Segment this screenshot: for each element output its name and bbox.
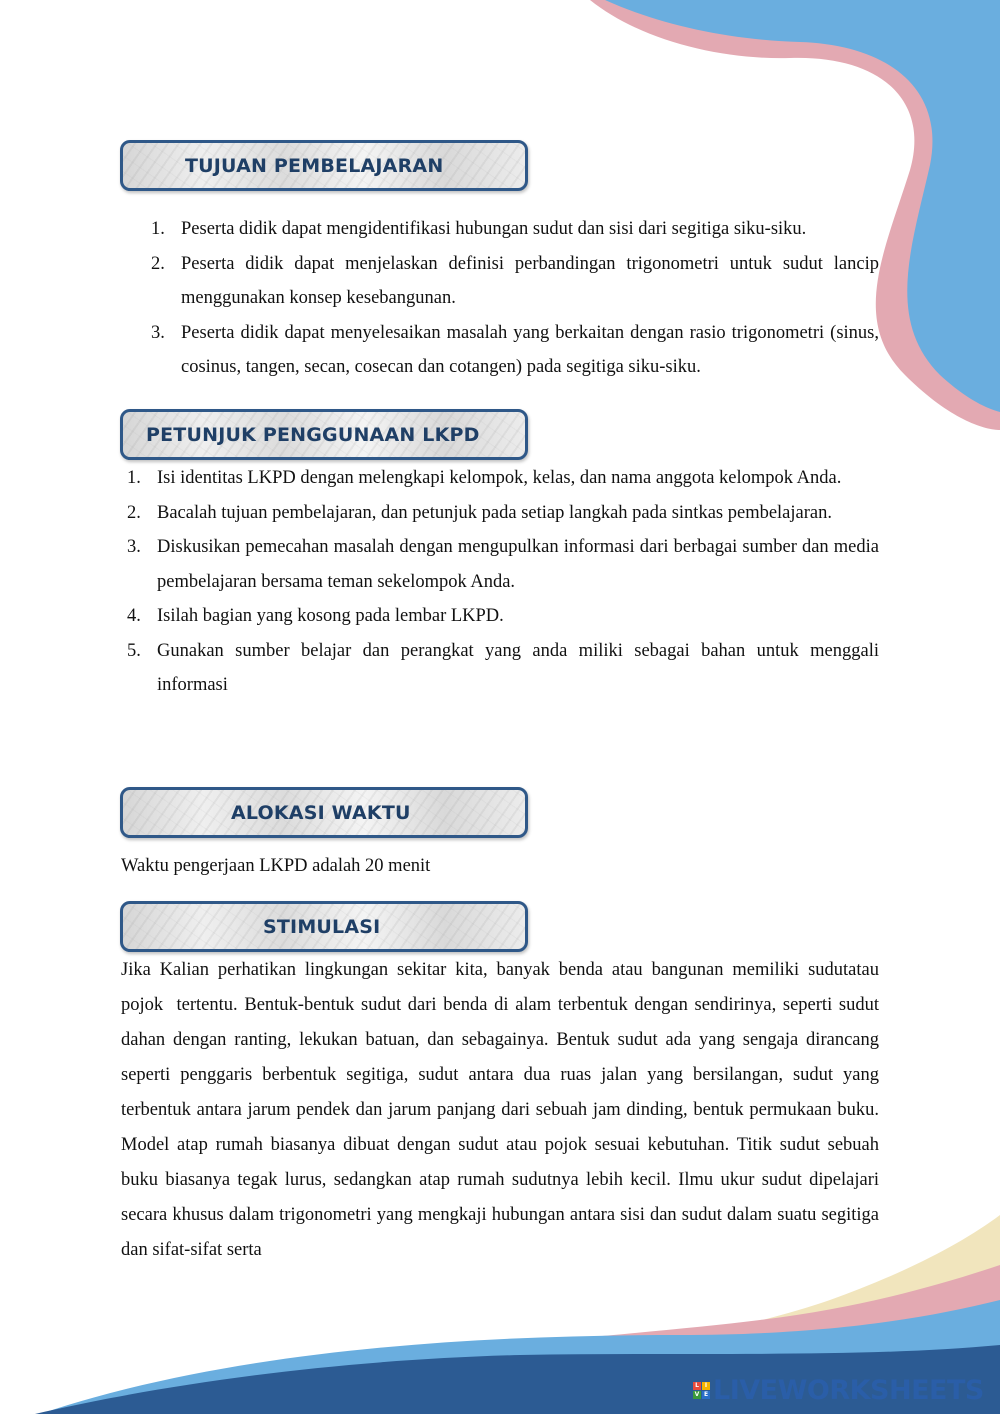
section-title: STIMULASI [263,915,381,938]
list-item: 1. Peserta didik dapat mengidentifikasi hubungan sudut dan sisi dari segitiga siku-siku. [151,219,807,239]
list-item: 2. Peserta didik dapat menjelaskan definisi perbandingan trigonometri untuk sudut lancip menggunakan konsep kesebangunan. [151,253,879,308]
list-item: 3. Peserta didik dapat menyelesaikan masalah yang berkaitan dengan rasio trigonometri (sinus, cosinus, tangen, secan, cosecan dan cotangen) pada segitiga siku-siku. [151,322,879,377]
list-item: 5. Gunakan sumber belajar dan perangkat yang anda miliki sebagai bahan untuk menggali informasi [127,640,879,695]
section-title: TUJUAN PEMBELAJARAN [185,154,444,177]
section-title: ALOKASI WAKTU [231,801,411,824]
list-item: 2. Bacalah tujuan pembelajaran, dan petunjuk pada setiap langkah pada sintkas pembelajaran. [127,502,832,523]
list-item: 1. Isi identitas LKPD dengan melengkapi kelompok, kelas, dan nama anggota kelompok Anda. [127,468,842,488]
alokasi-text: Waktu pengerjaan LKPD adalah 20 menit [121,856,431,876]
list-item: 4. Isilah bagian yang kosong pada lembar LKPD. [127,606,504,626]
watermark-text: LIVEWORKSHEETS [713,1375,984,1406]
petunjuk-list [127,461,879,703]
section-header-tujuan [120,140,528,191]
tujuan-list [151,212,879,385]
section-title: PETUNJUK PENGGUNAAN LKPD [146,423,480,446]
liveworksheets-watermark [693,1375,984,1406]
section-header-petunjuk [120,409,528,460]
list-item: 3. Diskusikan pemecahan masalah dengan mengupulkan informasi dari berbagai sumber dan media pembelajaran bersama teman sekelompok Anda. [127,537,879,592]
liveworksheets-logo-icon: L I V E [694,1382,709,1398]
section-header-stimulasi [120,901,528,952]
stimulasi-text: Jika Kalian perhatikan lingkungan sekitar kita, banyak benda atau bangunan memiliki sudutatau pojok tertentu. Bentuk-bentuk sudut dari benda di alam terbentuk dengan sendirinya, seperti sudut dahan dengan ranting, lekukan batuan, dan sebagainya. Bentuk sudut ada yang sengaja dirancang seperti penggaris berbentuk segitiga, sudut antara dua ruas jalan yang bersilangan, sudut yang terbentuk antara jarum pendek dan jarum panjang dari sebuah jam dinding, bentuk permukaan buku. Model atap rumah biasanya dibuat dengan sudut atau pojok sesuai kebutuhan. Titik sudut sebuah buku biasanya tegak lurus, sedangkan atap rumah sudutnya lebih kecil. Ilmu ukur sudut dipelajari secara khusus dalam trigonometri yang mengkaji hubungan antara sisi dan sudut dalam suatu segitiga dan sifat-sifat serta [121,960,889,1260]
section-header-alokasi [120,787,528,838]
